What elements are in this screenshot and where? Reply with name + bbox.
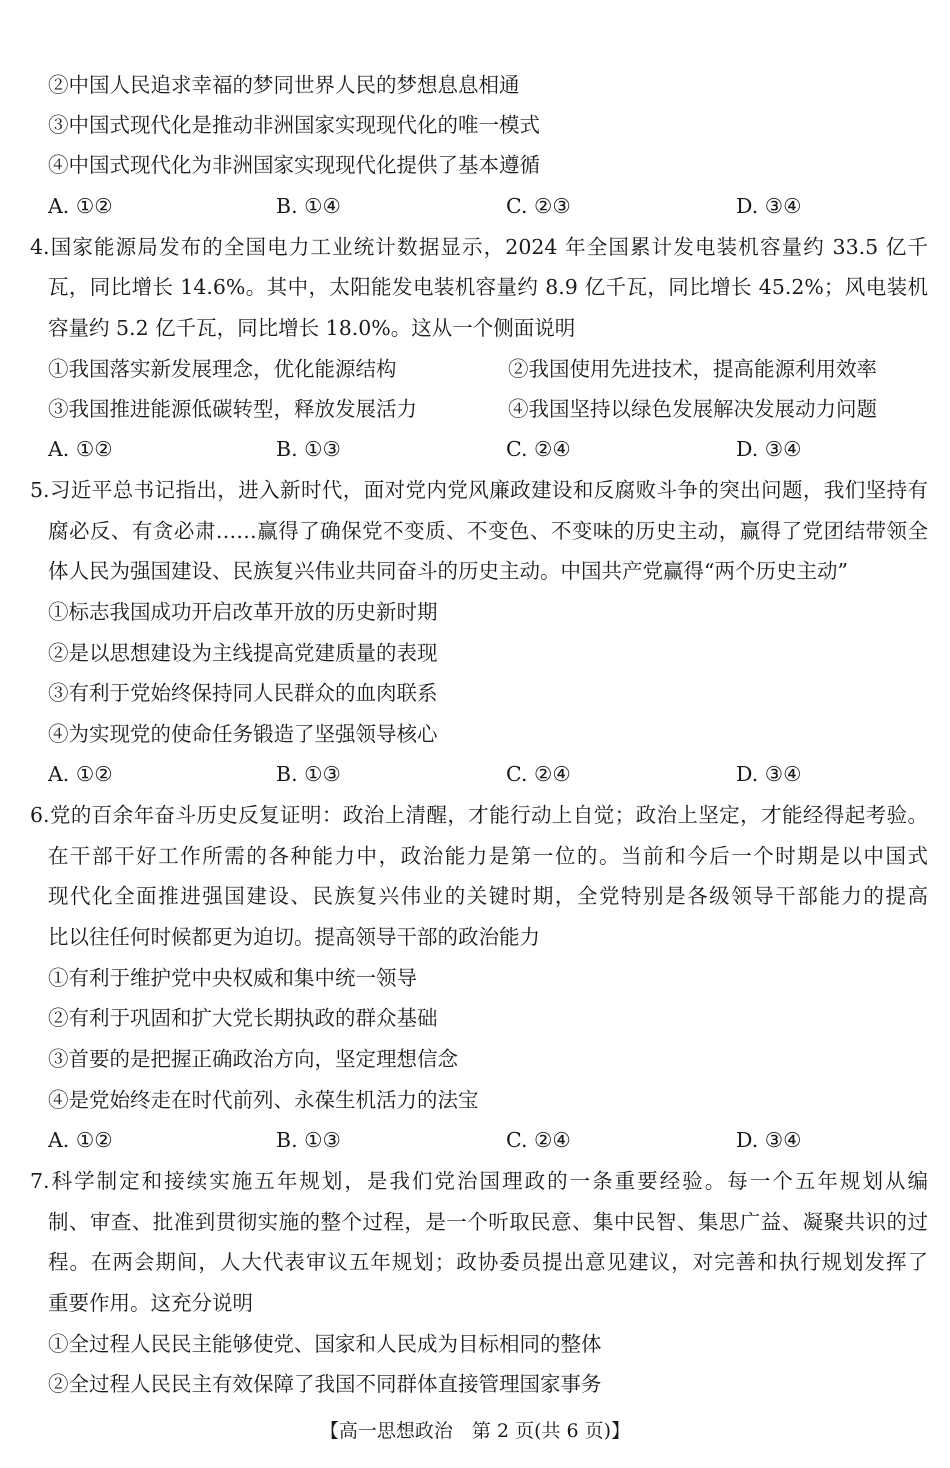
q3-option-4: ④中国式现代化为非洲国家实现现代化提供了基本遵循 [48,153,540,177]
q4-option-3: ③我国推进能源低碳转型，释放发展活力 [48,397,417,421]
q7-option-1: ①全过程人民民主能够使党、国家和人民成为目标相同的整体 [48,1332,602,1356]
q4-choice-d: D. ③④ [736,437,802,461]
q4-stem-line-2: 瓦，同比增长 14.6%。其中，太阳能发电装机容量约 8.9 亿千瓦，同比增长 45.2%；风电装机 [48,275,928,299]
q3-choice-d: D. ③④ [736,194,802,218]
q3-option-3: ③中国式现代化是推动非洲国家实现现代化的唯一模式 [48,113,540,137]
q3-option-2: ②中国人民追求幸福的梦同世界人民的梦想息息相通 [48,73,520,97]
page-footer: 【高一思想政治 第 2 页(共 6 页)】 [319,1420,631,1442]
q4-stem-line-3: 容量约 5.2 亿千瓦，同比增长 18.0%。这从一个侧面说明 [48,316,576,340]
q6-choice-c: C. ②④ [506,1128,571,1152]
q3-choice-b: B. ①④ [276,194,341,218]
q5-option-1: ①标志我国成功开启改革开放的历史新时期 [48,600,438,624]
q7-stem-line-4: 重要作用。这充分说明 [48,1291,253,1315]
q6-choice-d: D. ③④ [736,1128,802,1152]
q5-choice-b: B. ①③ [276,762,341,786]
q7-stem-line-3: 程。在两会期间，人大代表审议五年规划；政协委员提出意见建议，对完善和执行规划发挥了 [48,1250,928,1274]
q4-choice-a: A. ①② [48,437,113,461]
q7-stem-line-2: 制、审查、批准到贯彻实施的整个过程，是一个听取民意、集中民智、集思广益、凝聚共识的过 [48,1210,928,1234]
q3-choice-c: C. ②③ [506,194,571,218]
q5-stem-line-1: 5.习近平总书记指出，进入新时代，面对党内党风廉政建设和反腐败斗争的突出问题，我们坚持有 [30,478,928,502]
q5-choice-a: A. ①② [48,762,113,786]
q5-option-4: ④为实现党的使命任务锻造了坚强领导核心 [48,722,438,746]
q6-option-1: ①有利于维护党中央权威和集中统一领导 [48,966,417,990]
q3-choice-a: A. ①② [48,194,113,218]
q4-option-4: ④我国坚持以绿色发展解决发展动力问题 [508,397,877,421]
q5-choice-c: C. ②④ [506,762,571,786]
q6-stem-line-4: 比以往任何时候都更为迫切。提高领导干部的政治能力 [48,925,540,949]
q4-stem-line-1: 4.国家能源局发布的全国电力工业统计数据显示，2024 年全国累计发电装机容量约 33.5 亿千 [30,235,928,259]
q4-choice-b: B. ①③ [276,437,341,461]
q4-option-1: ①我国落实新发展理念，优化能源结构 [48,357,397,381]
q6-stem-line-3: 现代化全面推进强国建设、民族复兴伟业的关键时期，全党特别是各级领导干部能力的提高 [48,884,928,908]
q6-stem-line-2: 在干部干好工作所需的各种能力中，政治能力是第一位的。当前和今后一个时期是以中国式 [48,844,928,868]
q6-option-4: ④是党始终走在时代前列、永葆生机活力的法宝 [48,1088,479,1112]
q6-choice-a: A. ①② [48,1128,113,1152]
q7-stem-line-1: 7.科学制定和接续实施五年规划，是我们党治国理政的一条重要经验。每一个五年规划从编 [30,1169,928,1193]
q4-choice-c: C. ②④ [506,437,571,461]
q5-choice-d: D. ③④ [736,762,802,786]
q5-option-2: ②是以思想建设为主线提高党建质量的表现 [48,641,438,665]
q5-option-3: ③有利于党始终保持同人民群众的血肉联系 [48,681,438,705]
q5-stem-line-3: 体人民为强国建设、民族复兴伟业共同奋斗的历史主动。中国共产党赢得“两个历史主动” [48,559,848,583]
q6-option-2: ②有利于巩固和扩大党长期执政的群众基础 [48,1006,438,1030]
q5-stem-line-2: 腐必反、有贪必肃……赢得了确保党不变质、不变色、不变味的历史主动，赢得了党团结带领全 [48,519,928,543]
q7-option-2: ②全过程人民民主有效保障了我国不同群体直接管理国家事务 [48,1372,602,1396]
q6-choice-b: B. ①③ [276,1128,341,1152]
q6-option-3: ③首要的是把握正确政治方向，坚定理想信念 [48,1047,458,1071]
q4-option-2: ②我国使用先进技术，提高能源利用效率 [508,357,877,381]
q6-stem-line-1: 6.党的百余年奋斗历史反复证明：政治上清醒，才能行动上自觉；政治上坚定，才能经得起考验。 [30,803,928,827]
